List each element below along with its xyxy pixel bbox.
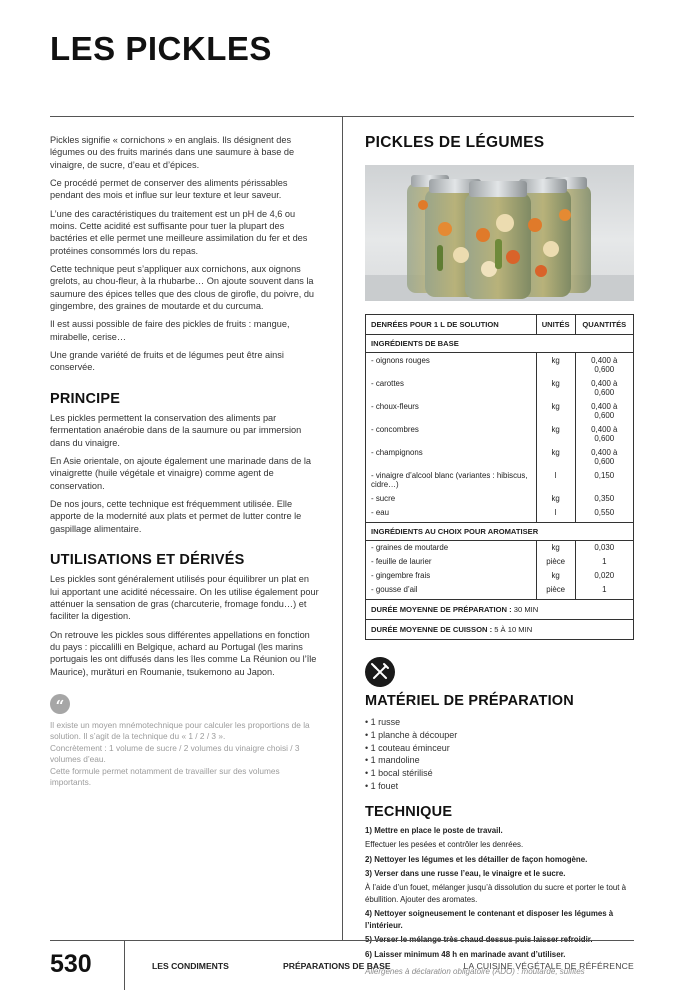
intro-paragraph: Il est aussi possible de faire des pickles de fruits : mangue, mirabelle, cerise…: [50, 319, 290, 342]
step-title: 4) Nettoyer soigneusement le contenant et disposer les légumes à l’intérieur.: [365, 909, 614, 930]
right-column: [365, 134, 634, 976]
ingredient-name: - sucre: [366, 491, 537, 505]
ingredient-unit: kg: [536, 353, 575, 377]
intro-paragraph: Ce procédé permet de conserver des aliments périssables pendant des mois et influe sur leur texture et leur saveur.: [50, 177, 288, 201]
ingredient-qty: 0,400 à 0,600: [575, 353, 633, 377]
prep-time-label: DURÉE MOYENNE DE PRÉPARATION :: [371, 605, 512, 614]
tip-box: [50, 694, 320, 789]
table-row: [366, 376, 634, 399]
ingredient-unit: kg: [536, 376, 575, 399]
ingredient-unit: l: [536, 468, 575, 491]
jars-illustration: [365, 165, 634, 301]
step-text: Effectuer les pesées et contrôler les denrées.: [365, 840, 524, 850]
cook-time: [366, 620, 634, 640]
technique-heading: TECHNIQUE: [365, 803, 453, 820]
principe-paragraph: En Asie orientale, on ajoute également une marinade dans de la vinaigrette (huile végétale et vinaigre) comme agent de conservation.: [50, 455, 312, 491]
footer-rule: [50, 940, 634, 941]
ingredient-name: - eau: [366, 505, 537, 522]
table-row: [366, 555, 634, 569]
list-item: • 1 russe: [365, 717, 401, 727]
intro-paragraph: Cette technique peut s’appliquer aux cornichons, aux oignons grelots, au chou-fleur, à la rhubarbe… On ajoute souvent dans la saumure des épices telles que des clous de girofle, du poivre, du gingembre, des graines de moutarde et du curcuma.: [50, 263, 315, 311]
table-row: [366, 445, 634, 468]
pickle-jars-photo: [365, 165, 634, 301]
ingredient-qty: 0,400 à 0,600: [575, 399, 633, 422]
step-title: 3) Verser dans une russe l’eau, le vinaigre et le sucre.: [365, 868, 566, 878]
quote-icon: “: [50, 694, 70, 714]
table-row: [366, 583, 634, 600]
base-ingredients-title: INGRÉDIENTS DE BASE: [366, 335, 634, 353]
ingredient-qty: 0,030: [575, 540, 633, 555]
allergens-note: Allergènes à déclaration obligatoire (ADO) : moutarde, sulfites: [365, 967, 585, 977]
table-row: [366, 540, 634, 555]
footer-section: LES CONDIMENTS: [152, 961, 229, 971]
ingredient-name: - gingembre frais: [366, 569, 537, 583]
list-item: • 1 couteau éminceur: [365, 742, 450, 753]
cook-time-label: DURÉE MOYENNE DE CUISSON :: [371, 625, 493, 634]
prep-time: [366, 600, 634, 620]
table-header: QUANTITÉS: [575, 315, 633, 335]
ingredient-name: - oignons rouges: [366, 353, 537, 377]
footer-chapter: PRÉPARATIONS DE BASE: [283, 961, 391, 971]
ingredient-name: - choux-fleurs: [366, 399, 537, 422]
page-number: 530: [50, 950, 92, 978]
table-row: [366, 468, 634, 491]
intro-paragraph: L’une des caractéristiques du traitement est un pH de 4,6 ou moins. Cette acidité est suffisante pour tuer la plupart des bactéries et elle permet une meilleure assimilation du fer et des protéines consommés lors du repas.: [50, 208, 308, 256]
ingredient-unit: kg: [536, 569, 575, 583]
ingredient-unit: kg: [536, 422, 575, 445]
ingredient-qty: 0,020: [575, 569, 633, 583]
materiel-list: [365, 716, 634, 793]
aroma-ingredients-title: INGRÉDIENTS AU CHOIX POUR AROMATISER: [366, 522, 634, 540]
list-item: • 1 mandoline: [365, 755, 420, 766]
cook-time-value: 5 À 10 MIN: [494, 625, 533, 634]
tip-line: Il existe un moyen mnémotechnique pour calculer les proportions de la solution. Il s’agit de la technique du « 1 / 2 / 3 ».: [50, 720, 310, 742]
ingredient-qty: 0,550: [575, 505, 633, 522]
prep-time-value: 30 MIN: [513, 605, 539, 614]
materiel-heading: MATÉRIEL DE PRÉPARATION: [365, 693, 574, 709]
ingredient-unit: kg: [536, 445, 575, 468]
step-title: 1) Mettre en place le poste de travail.: [365, 825, 503, 835]
table-row: [366, 353, 634, 377]
ingredient-name: - graines de moutarde: [366, 540, 537, 555]
utilisations-paragraph: Les pickles sont généralement utilisés pour équilibrer un plat en lui apportant une acidité nécessaire. On les utilise également pour atténuer la sensation de gras (charcuterie, fromage fondu…) et faciliter la digestion.: [50, 574, 319, 622]
intro-text: [50, 134, 320, 374]
utensils-icon: [365, 657, 395, 687]
ingredient-name: - gousse d’ail: [366, 583, 537, 600]
utilisations-paragraph: On retrouve les pickles sous différentes appellations en fonction du pays : piccalilli en Belgique, achard au Portugal (les marins portugais les ont diffusés dans les îles comme La Réunion ou l’île Maurice), murături en Roumanie, tsukemono au Japon.: [50, 629, 317, 677]
tip-line: Concrètement : 1 volume de sucre / 2 volumes du vinaigre choisi / 3 volumes d’eau.: [50, 742, 300, 765]
table-row: [366, 491, 634, 505]
table-row: [366, 505, 634, 522]
ingredient-qty: 1: [575, 583, 633, 600]
ingredient-name: - vinaigre d’alcool blanc (variantes : hibiscus, cidre…): [366, 468, 537, 491]
recipe-title: PICKLES DE LÉGUMES: [365, 134, 545, 151]
column-divider: [342, 116, 343, 940]
table-row: [366, 569, 634, 583]
left-column: [50, 134, 320, 789]
list-item: • 1 bocal stérilisé: [365, 768, 433, 779]
ingredient-name: - concombres: [366, 422, 537, 445]
ingredient-name: - champignons: [366, 445, 537, 468]
list-item: • 1 fouet: [365, 780, 399, 791]
ingredient-unit: pièce: [536, 583, 575, 600]
step-title: 6) Laisser minimum 48 h en marinade avant d’utiliser.: [365, 949, 566, 959]
footer-book-title: LA CUISINE VÉGÉTALE DE RÉFÉRENCE: [463, 961, 634, 971]
list-item: • 1 planche à découper: [365, 729, 458, 740]
principe-heading: PRINCIPE: [50, 390, 121, 407]
page-title: LES PICKLES: [50, 30, 272, 67]
intro-paragraph: Une grande variété de fruits et de légumes peut être ainsi conservée.: [50, 349, 284, 373]
table-row: [366, 422, 634, 445]
ingredient-name: - carottes: [366, 376, 537, 399]
ingredient-qty: 0,400 à 0,600: [575, 422, 633, 445]
ingredient-unit: kg: [536, 540, 575, 555]
ingredient-unit: kg: [536, 491, 575, 505]
principe-paragraph: Les pickles permettent la conservation des aliments par fermentation anaérobie dans de la saumure ou par immersion dans du vinaigre.: [50, 413, 302, 448]
ingredient-qty: 0,150: [575, 468, 633, 491]
ingredient-unit: pièce: [536, 555, 575, 569]
principe-paragraph: De nos jours, cette technique est fréquemment utilisée. Elle apporte de la modernité aux plats et permet de lutter contre le gaspillage alimentaire.: [50, 498, 302, 534]
ingredient-unit: kg: [536, 399, 575, 422]
tip-line: Cette formule permet notamment de travailler sur des volumes importants.: [50, 765, 280, 788]
step-title: 2) Nettoyer les légumes et les détailler de façon homogène.: [365, 854, 588, 864]
table-header: DENRÉES POUR 1 L DE SOLUTION: [366, 315, 537, 335]
footer-divider: [124, 940, 125, 990]
ingredient-unit: l: [536, 505, 575, 522]
table-header: UNITÉS: [536, 315, 575, 335]
ingredient-qty: 0,400 à 0,600: [575, 445, 633, 468]
step-text: À l’aide d’un fouet, mélanger jusqu’à dissolution du sucre et porter le tout à ébullition. Ajouter des aromates.: [365, 883, 626, 904]
table-row: [366, 399, 634, 422]
ingredient-qty: 0,400 à 0,600: [575, 376, 633, 399]
intro-paragraph: Pickles signifie « cornichons » en anglais. Ils désignent des légumes ou des fruits marinés dans une saumure à base de vinaigre, de sucre, d’eau et d’épices.: [50, 135, 295, 170]
utilisations-heading: UTILISATIONS ET DÉRIVÉS: [50, 551, 245, 568]
ingredient-qty: 0,350: [575, 491, 633, 505]
ingredient-qty: 1: [575, 555, 633, 569]
ingredient-name: - feuille de laurier: [366, 555, 537, 569]
ingredients-table: [365, 314, 634, 640]
